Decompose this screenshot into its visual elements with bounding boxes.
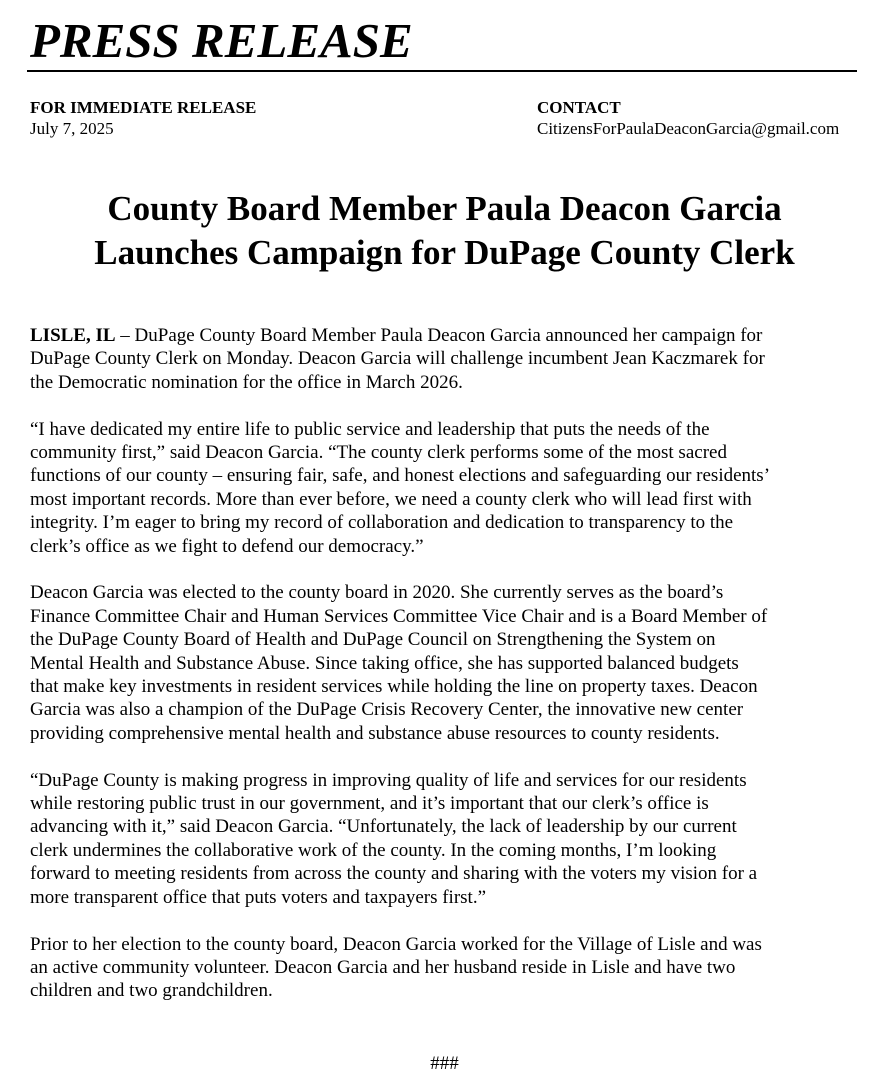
paragraph-line: Finance Committee Chair and Human Services Committee Vice Chair and is a Board Member of <box>30 605 768 627</box>
paragraph-line: more transparent office that puts voters and taxpayers first.” <box>30 886 487 908</box>
paragraph-line: community first,” said Deacon Garcia. “The county clerk performs some of the most sacred <box>30 442 727 464</box>
paragraph-line: functions of our county – ensuring fair, safe, and honest elections and safeguarding our residents’ <box>30 465 771 487</box>
banner-divider <box>27 70 857 72</box>
paragraph-line <box>30 324 858 347</box>
release-body <box>30 324 858 1026</box>
paragraph-announcement <box>30 324 858 394</box>
headline-line: Launches Campaign for DuPage County Clerk <box>94 233 795 272</box>
paragraph-line: advancing with it,” said Deacon Garcia. “Unfortunately, the lack of leadership by our current <box>30 816 737 838</box>
paragraph-line: clerk undermines the collaborative work of the county. In the coming months, I’m looking <box>30 839 717 861</box>
release-info <box>30 97 256 139</box>
paragraph-background <box>30 581 858 745</box>
paragraph-line: “DuPage County is making progress in improving quality of life and services for our residents <box>30 769 747 791</box>
contact-email: CitizensForPaulaDeaconGarcia@gmail.com <box>537 119 840 138</box>
banner-title: PRESS RELEASE <box>30 13 413 68</box>
contact-info <box>537 97 839 139</box>
paragraph-line: Deacon Garcia was elected to the county board in 2020. She currently serves as the board’s <box>30 582 724 604</box>
paragraph-line-text: – DuPage County Board Member Paula Deacon Garcia announced her campaign for <box>115 325 763 346</box>
dateline: LISLE, IL <box>30 325 116 346</box>
paragraph-line: the Democratic nomination for the office in March 2026. <box>30 371 463 393</box>
headline-line: County Board Member Paula Deacon Garcia <box>107 189 782 228</box>
paragraph-line: integrity. I’m eager to bring my record of collaboration and dedication to transparency to the <box>30 512 734 534</box>
paragraph-line: forward to meeting residents from across the county and sharing with the voters my vision for a <box>30 863 758 885</box>
paragraph-biography <box>30 933 858 1003</box>
release-label: FOR IMMEDIATE RELEASE <box>30 98 257 117</box>
paragraph-line: clerk’s office as we fight to defend our democracy.” <box>30 535 424 557</box>
paragraph-line: children and two grandchildren. <box>30 980 273 1002</box>
paragraph-line: DuPage County Clerk on Monday. Deacon Garcia will challenge incumbent Jean Kaczmarek for <box>30 348 765 370</box>
paragraph-line: an active community volunteer. Deacon Garcia and her husband reside in Lisle and have two <box>30 956 736 978</box>
paragraph-line: Garcia was also a champion of the DuPage Crisis Recovery Center, the innovative new center <box>30 699 744 721</box>
headline <box>0 187 889 275</box>
paragraph-quote-1 <box>30 418 858 558</box>
paragraph-line: “I have dedicated my entire life to public service and leadership that puts the needs of the <box>30 418 710 440</box>
paragraph-line: while restoring public trust in our government, and it’s important that our clerk’s office is <box>30 793 709 815</box>
contact-label: CONTACT <box>537 98 621 117</box>
paragraph-line: the DuPage County Board of Health and DuPage Council on Strengthening the System on <box>30 629 716 651</box>
end-mark: ### <box>430 1053 459 1074</box>
paragraph-line: Prior to her election to the county board, Deacon Garcia worked for the Village of Lisle and was <box>30 933 762 955</box>
paragraph-line: Mental Health and Substance Abuse. Since taking office, she has supported balanced budgets <box>30 652 739 674</box>
paragraph-line: that make key investments in resident services while holding the line on property taxes. Deacon <box>30 676 758 698</box>
release-date: July 7, 2025 <box>30 119 114 138</box>
paragraph-line: most important records. More than ever before, we need a county clerk who will lead first with <box>30 488 752 510</box>
paragraph-line: providing comprehensive mental health and substance abuse resources to county residents. <box>30 722 720 744</box>
paragraph-quote-2 <box>30 769 858 909</box>
